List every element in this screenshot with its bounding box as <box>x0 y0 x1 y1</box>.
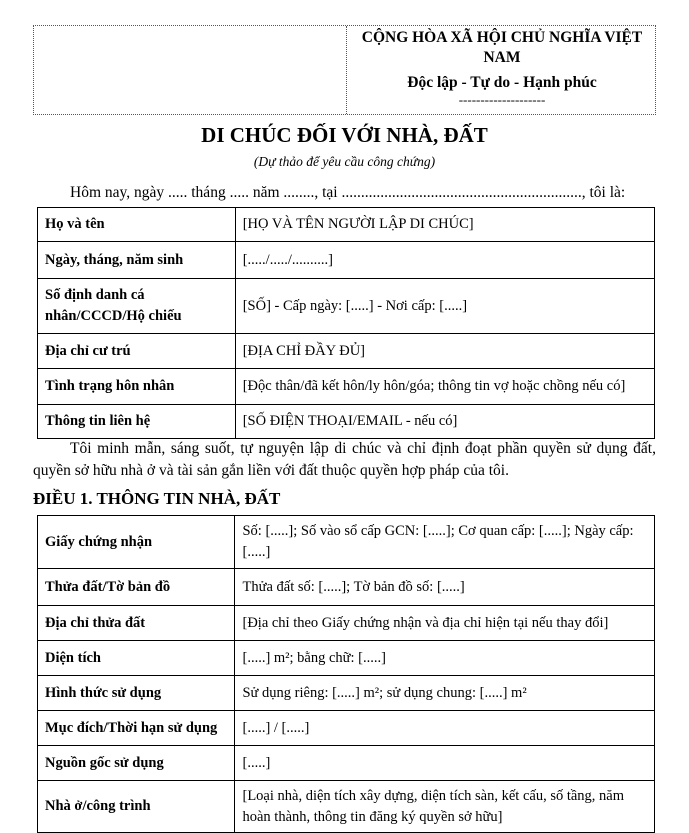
row-label: Thửa đất/Tờ bản đồ <box>38 569 235 606</box>
row-label: Diện tích <box>38 641 235 676</box>
row-value: [...../...../..........] <box>235 242 654 279</box>
row-value: [.....] <box>235 746 655 781</box>
national-title-line2: NAM <box>483 49 521 66</box>
table-row <box>38 569 655 606</box>
row-value: [SỐ ĐIỆN THOẠI/EMAIL - nếu có] <box>235 405 654 439</box>
table-row <box>38 606 655 641</box>
row-value: [SỐ] - Cấp ngày: [.....] - Nơi cấp: [.....] <box>235 279 654 334</box>
row-value: [ĐỊA CHỈ ĐẦY ĐỦ] <box>235 334 654 369</box>
row-label: Địa chỉ cư trú <box>38 334 236 369</box>
row-label: Hình thức sử dụng <box>38 676 235 711</box>
row-label: Họ và tên <box>38 208 236 242</box>
table-row <box>38 208 655 242</box>
national-title <box>347 26 657 68</box>
table-row <box>38 279 655 334</box>
table-row <box>38 781 655 833</box>
declaration-line1: Tôi minh mẫn, sáng suốt, tự nguyện lập di chúc và chỉ định đoạt phần quyền sử dụng đất, <box>70 440 656 457</box>
table-row <box>38 641 655 676</box>
row-value: Sử dụng riêng: [.....] m²; sử dụng chung: [.....] m² <box>235 676 655 711</box>
row-value: [Loại nhà, diện tích xây dựng, diện tích sàn, kết cấu, số tầng, năm hoàn thành, thông tin đăng ký quyền sở hữu] <box>235 781 655 833</box>
section-heading: ĐIỀU 1. THÔNG TIN NHÀ, ĐẤT <box>33 489 281 508</box>
row-value: [Độc thân/đã kết hôn/ly hôn/góa; thông tin vợ hoặc chồng nếu có] <box>235 369 654 405</box>
row-label: Nguồn gốc sử dụng <box>38 746 235 781</box>
testator-info-table <box>37 207 655 439</box>
table-row <box>38 746 655 781</box>
row-label: Giấy chứng nhận <box>38 516 235 569</box>
row-value: [.....] m²; bằng chữ: [.....] <box>235 641 655 676</box>
table-row <box>38 334 655 369</box>
document-title: DI CHÚC ĐỐI VỚI NHÀ, ĐẤT <box>201 123 488 147</box>
table-row <box>38 242 655 279</box>
motto: Độc lập - Tự do - Hạnh phúc <box>407 74 597 91</box>
table-row <box>38 369 655 405</box>
table-row <box>38 711 655 746</box>
row-value: [.....] / [.....] <box>235 711 655 746</box>
row-label: Mục đích/Thời hạn sử dụng <box>38 711 235 746</box>
row-value: [Địa chỉ theo Giấy chứng nhận và địa chỉ hiện tại nếu thay đổi] <box>235 606 655 641</box>
row-label: Nhà ở/công trình <box>38 781 235 833</box>
row-label: Địa chỉ thửa đất <box>38 606 235 641</box>
declaration-line2: quyền sở hữu nhà ở và tài sản gắn liền với đất thuộc quyền hợp pháp của tôi. <box>33 462 509 479</box>
table-row <box>38 516 655 569</box>
table-row <box>38 405 655 439</box>
row-label: Tình trạng hôn nhân <box>38 369 236 405</box>
row-value: Thửa đất số: [.....]; Tờ bản đồ số: [.....] <box>235 569 655 606</box>
row-label: Ngày, tháng, năm sinh <box>38 242 236 279</box>
declaration-paragraph <box>33 438 656 482</box>
intro-line: Hôm nay, ngày ..... tháng ..... năm ........, tại .............................................................., tôi là: <box>70 184 626 201</box>
property-info-table <box>37 515 655 833</box>
header-left-cell <box>34 26 347 114</box>
motto-separator: -------------------- <box>458 92 546 107</box>
row-label: Thông tin liên hệ <box>38 405 236 439</box>
row-label: Số định danh cá nhân/CCCD/Hộ chiếu <box>38 279 236 334</box>
row-value: [HỌ VÀ TÊN NGƯỜI LẬP DI CHÚC] <box>235 208 654 242</box>
row-value: Số: [.....]; Số vào sổ cấp GCN: [.....]; Cơ quan cấp: [.....]; Ngày cấp: [.....] <box>235 516 655 569</box>
header-box <box>33 25 656 115</box>
document-subtitle: (Dự thảo để yêu cầu công chứng) <box>253 154 436 169</box>
national-title-line1: CỘNG HÒA XÃ HỘI CHỦ NGHĨA VIỆT <box>361 29 643 46</box>
table-row <box>38 676 655 711</box>
